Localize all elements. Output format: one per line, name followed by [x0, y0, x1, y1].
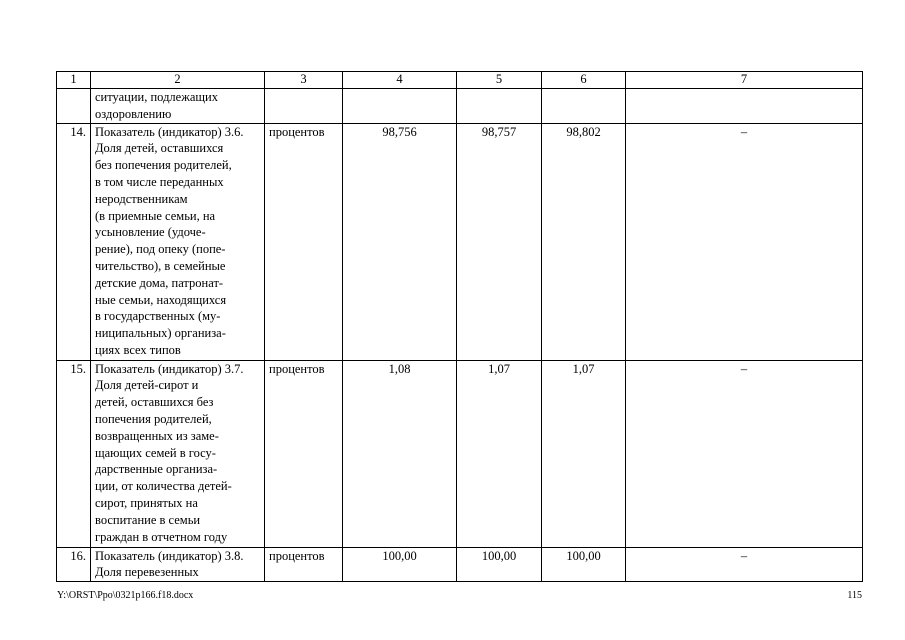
indicator-name-line: ситуации, подлежащих — [95, 90, 218, 104]
table-row — [57, 89, 863, 124]
note-cell — [626, 89, 863, 124]
header-cell-5: 5 — [457, 72, 542, 89]
footer-page-number: 115 — [847, 590, 862, 601]
value-col-5: 100,00 — [457, 547, 542, 582]
value-col-5 — [457, 89, 542, 124]
value-col-6: 1,07 — [542, 360, 626, 547]
unit-cell: процентов — [265, 547, 343, 582]
value-col-4: 98,756 — [343, 123, 457, 360]
value-col-4: 1,08 — [343, 360, 457, 547]
indicator-name-line: Доля детей, оставшихся — [95, 141, 224, 156]
indicator-name-line: ные семьи, находящихся — [95, 292, 227, 307]
indicator-name-line: в том числе переданных — [95, 174, 224, 189]
indicator-name-line: детские дома, патронат- — [95, 275, 224, 290]
unit-cell — [265, 89, 343, 124]
indicator-name-line: (в приемные семьи, на — [95, 208, 216, 223]
indicator-name-line: Показатель (индикатор) 3.7. — [95, 361, 244, 376]
header-cell-2: 2 — [91, 72, 265, 89]
indicator-name-line: детей, оставшихся без — [95, 395, 214, 410]
unit-cell: процентов — [265, 123, 343, 360]
indicator-name-line: Доля перевезенных — [95, 565, 199, 580]
row-number: 14. — [57, 123, 91, 360]
header-cell-6: 6 — [542, 72, 626, 89]
footer-file-path: Y:\ORST\Ppo\0321p166.f18.docx — [57, 590, 194, 601]
indicator-name-line: циях всех типов — [95, 342, 181, 357]
indicator-name-line: усыновление (удоче- — [95, 225, 206, 240]
value-col-5: 1,07 — [457, 360, 542, 547]
indicator-name — [91, 360, 265, 547]
note-cell: – — [626, 123, 863, 360]
indicator-name-line: ниципальных) организа- — [95, 326, 226, 341]
value-col-4: 100,00 — [343, 547, 457, 582]
row-number: 16. — [57, 547, 91, 582]
indicator-name-line: оздоровлению — [95, 106, 172, 121]
indicator-name-line: без попечения родителей, — [95, 158, 232, 173]
indicator-name-line: Показатель (индикатор) 3.8. — [95, 548, 244, 563]
value-col-4 — [343, 89, 457, 124]
table-header-row — [57, 72, 863, 89]
row-number: 15. — [57, 360, 91, 547]
value-col-6: 98,802 — [542, 123, 626, 360]
header-cell-4: 4 — [343, 72, 457, 89]
indicator-name-line: Доля детей-сирот и — [95, 378, 199, 393]
indicator-name-line: дарственные организа- — [95, 462, 218, 477]
note-cell: – — [626, 547, 863, 582]
value-col-5: 98,757 — [457, 123, 542, 360]
indicator-name-line: чительство), в семейные — [95, 258, 226, 273]
indicator-name-line: попечения родителей, — [95, 411, 212, 426]
header-cell-3: 3 — [265, 72, 343, 89]
note-cell: – — [626, 360, 863, 547]
indicators-table — [56, 71, 863, 582]
header-cell-1: 1 — [57, 72, 91, 89]
indicator-name-line: возвращенных из заме- — [95, 428, 219, 443]
indicator-name-line: воспитание в семьи — [95, 512, 201, 527]
table-row — [57, 123, 863, 360]
value-col-6 — [542, 89, 626, 124]
indicator-name-line: щающих семей в госу- — [95, 445, 216, 460]
indicator-name-line: граждан в отчетном году — [95, 529, 228, 544]
header-cell-7: 7 — [626, 72, 863, 89]
indicator-name-line: сирот, принятых на — [95, 495, 198, 510]
indicator-name-line: Показатель (индикатор) 3.6. — [95, 124, 244, 139]
indicator-name-line: ции, от количества детей- — [95, 479, 232, 494]
indicator-name-line: неродственникам — [95, 191, 188, 206]
indicator-name-line: в государственных (му- — [95, 309, 221, 324]
unit-cell: процентов — [265, 360, 343, 547]
row-number — [57, 89, 91, 124]
value-col-6: 100,00 — [542, 547, 626, 582]
table-row — [57, 547, 863, 582]
table-row — [57, 360, 863, 547]
indicator-name — [91, 547, 265, 582]
indicator-name — [91, 89, 265, 124]
indicator-name — [91, 123, 265, 360]
indicator-name-line: рение), под опеку (попе- — [95, 242, 226, 257]
